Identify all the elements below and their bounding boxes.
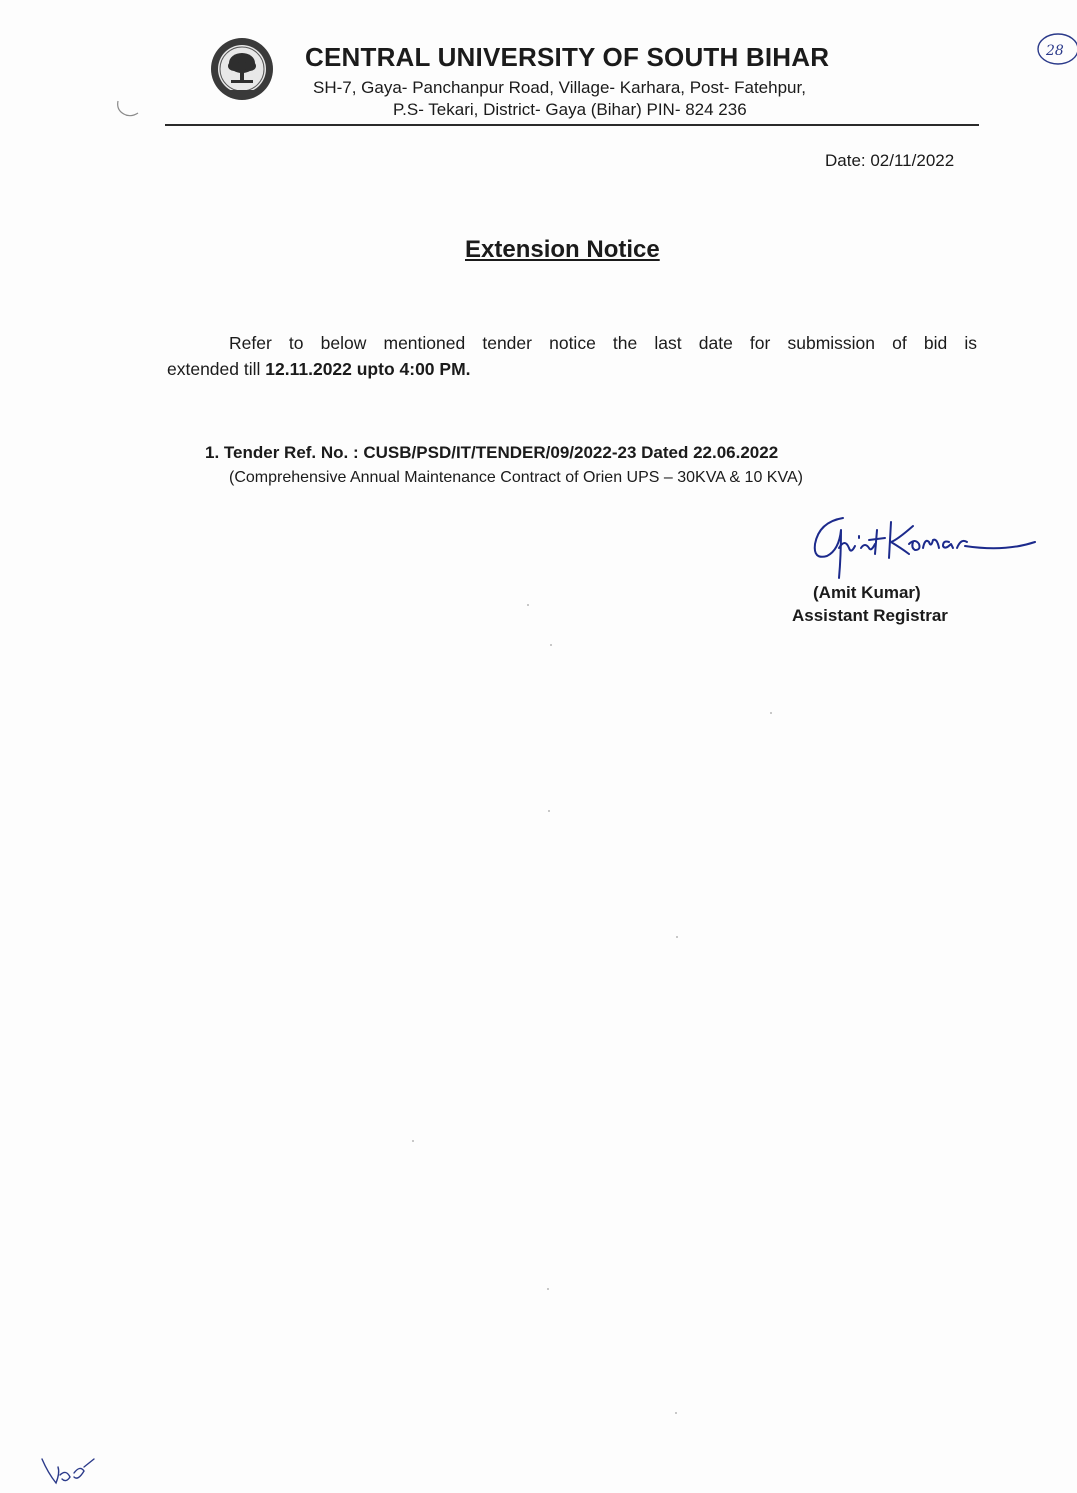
scan-speck xyxy=(675,1412,677,1414)
handwritten-initials xyxy=(38,1453,98,1489)
body-line-1: Refer to below mentioned tender notice the last date for submission of bid is xyxy=(229,333,977,353)
handwritten-signature xyxy=(805,508,1041,588)
pen-tick-mark xyxy=(112,95,142,125)
body-line-2-prefix: extended till xyxy=(167,359,266,379)
page-title: Extension Notice xyxy=(465,236,660,263)
address-line-1: SH-7, Gaya- Panchanpur Road, Village- Karhara, Post- Fatehpur, xyxy=(313,78,806,97)
scan-speck xyxy=(412,1140,414,1142)
notice-body xyxy=(167,330,977,382)
tender-reference: 1. Tender Ref. No. : CUSB/PSD/IT/TENDER/09/2022-23 Dated 22.06.2022 xyxy=(205,443,779,462)
university-seal-icon xyxy=(209,35,275,103)
tender-description: (Comprehensive Annual Maintenance Contract of Orien UPS – 30KVA & 10 KVA) xyxy=(229,469,803,486)
scan-speck xyxy=(547,1288,549,1290)
scan-speck xyxy=(550,644,552,646)
header-divider xyxy=(165,124,979,126)
scan-speck xyxy=(527,604,529,606)
university-name: CENTRAL UNIVERSITY OF SOUTH BIHAR xyxy=(305,42,830,72)
address-line-2: P.S- Tekari, District- Gaya (Bihar) PIN- 824 236 xyxy=(393,100,747,119)
body-line-2 xyxy=(167,356,977,382)
signatory-name: (Amit Kumar) xyxy=(813,583,921,602)
signature-text: Amit Kumar xyxy=(805,508,811,509)
notice-date: Date: 02/11/2022 xyxy=(825,151,955,170)
scan-speck xyxy=(676,936,678,938)
scan-speck xyxy=(770,712,772,714)
signatory-designation: Assistant Registrar xyxy=(792,606,948,625)
annotation-number: 28 xyxy=(1046,43,1064,59)
circled-annotation xyxy=(1034,30,1077,70)
scan-speck xyxy=(548,810,550,812)
deadline: 12.11.2022 upto 4:00 PM. xyxy=(265,359,471,379)
